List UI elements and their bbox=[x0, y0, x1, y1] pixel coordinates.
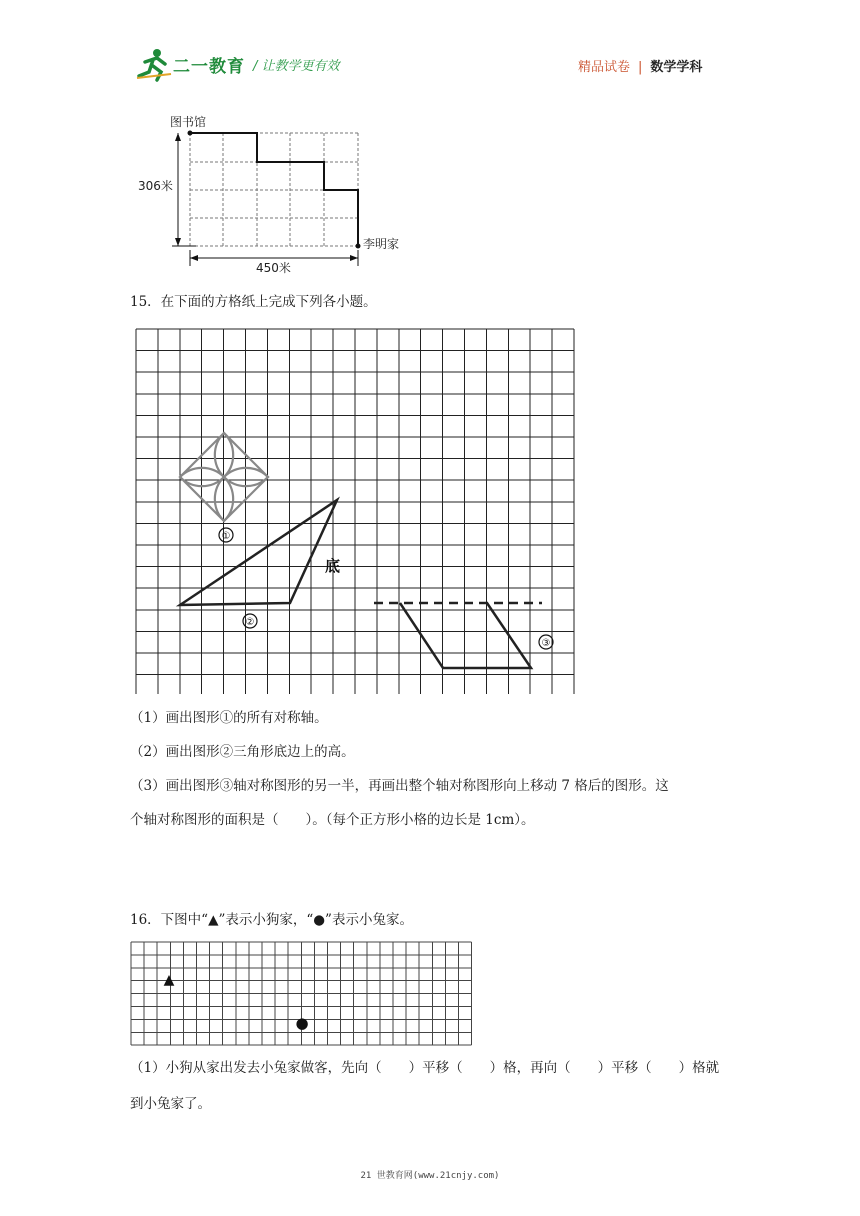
home-dot bbox=[356, 244, 361, 249]
rabbit-home-marker: ● bbox=[295, 1014, 309, 1032]
shape-label-2: ② bbox=[245, 617, 255, 628]
header-separator: | bbox=[638, 60, 643, 75]
q16-item-1: （1）小狗从家出发去小兔家做客，先向（ ）平移（ ）格，再向（ ）平移（ ）格就 bbox=[130, 1060, 720, 1076]
q15-item-1: （1）画出图形①的所有对称轴。 bbox=[130, 710, 328, 726]
height-label: 306米 bbox=[138, 179, 173, 193]
width-arrow-left-icon bbox=[190, 255, 198, 261]
header-tag: 精品试卷 bbox=[578, 60, 631, 75]
base-label: 底 bbox=[325, 557, 341, 575]
library-dot bbox=[188, 131, 193, 136]
q16-grid-figure bbox=[130, 940, 476, 1048]
width-arrow-right-icon bbox=[350, 255, 358, 261]
q16-item-1-cont: 到小兔家了。 bbox=[130, 1096, 211, 1112]
q15-item-2: （2）画出图形②三角形底边上的高。 bbox=[130, 744, 355, 760]
footer: 21 世教育网(www.21cnjy.com) bbox=[360, 1171, 500, 1181]
shape-2-triangle bbox=[180, 500, 337, 605]
site-logo bbox=[135, 46, 375, 82]
q15-title: 15．在下面的方格纸上完成下列各小题。 bbox=[130, 294, 377, 310]
q15-item-3-cont: 个轴对称图形的面积是（ ）。（每个正方形小格的边长是 1cm）。 bbox=[130, 812, 535, 828]
header-right bbox=[578, 56, 702, 75]
home-label: 李明家 bbox=[363, 237, 400, 251]
q16-title: 16．下图中“▲”表示小狗家，“●”表示小兔家。 bbox=[130, 912, 413, 928]
width-label: 450米 bbox=[256, 261, 291, 275]
shape-label-3: ③ bbox=[541, 638, 551, 649]
height-arrow-down-icon bbox=[175, 238, 181, 246]
runner-logo-icon bbox=[135, 46, 175, 82]
height-arrow-up-icon bbox=[175, 133, 181, 141]
q15-grid bbox=[136, 329, 574, 694]
shape-label-1: ① bbox=[221, 531, 231, 542]
library-label: 图书馆 bbox=[170, 115, 207, 129]
header-subject: 数学学科 bbox=[650, 60, 703, 75]
shape-3-half bbox=[400, 603, 531, 668]
slogan: / 让教学更有效 bbox=[253, 59, 340, 74]
q15-item-3: （3）画出图形③轴对称图形的另一半，再画出整个轴对称图形向上移动 7 格后的图形。这 bbox=[130, 778, 669, 794]
q15-grid-figure bbox=[130, 322, 580, 694]
route-map-figure bbox=[130, 108, 430, 278]
logo-text: 二一教育 bbox=[173, 57, 245, 77]
dog-home-marker: ▲ bbox=[163, 972, 175, 988]
